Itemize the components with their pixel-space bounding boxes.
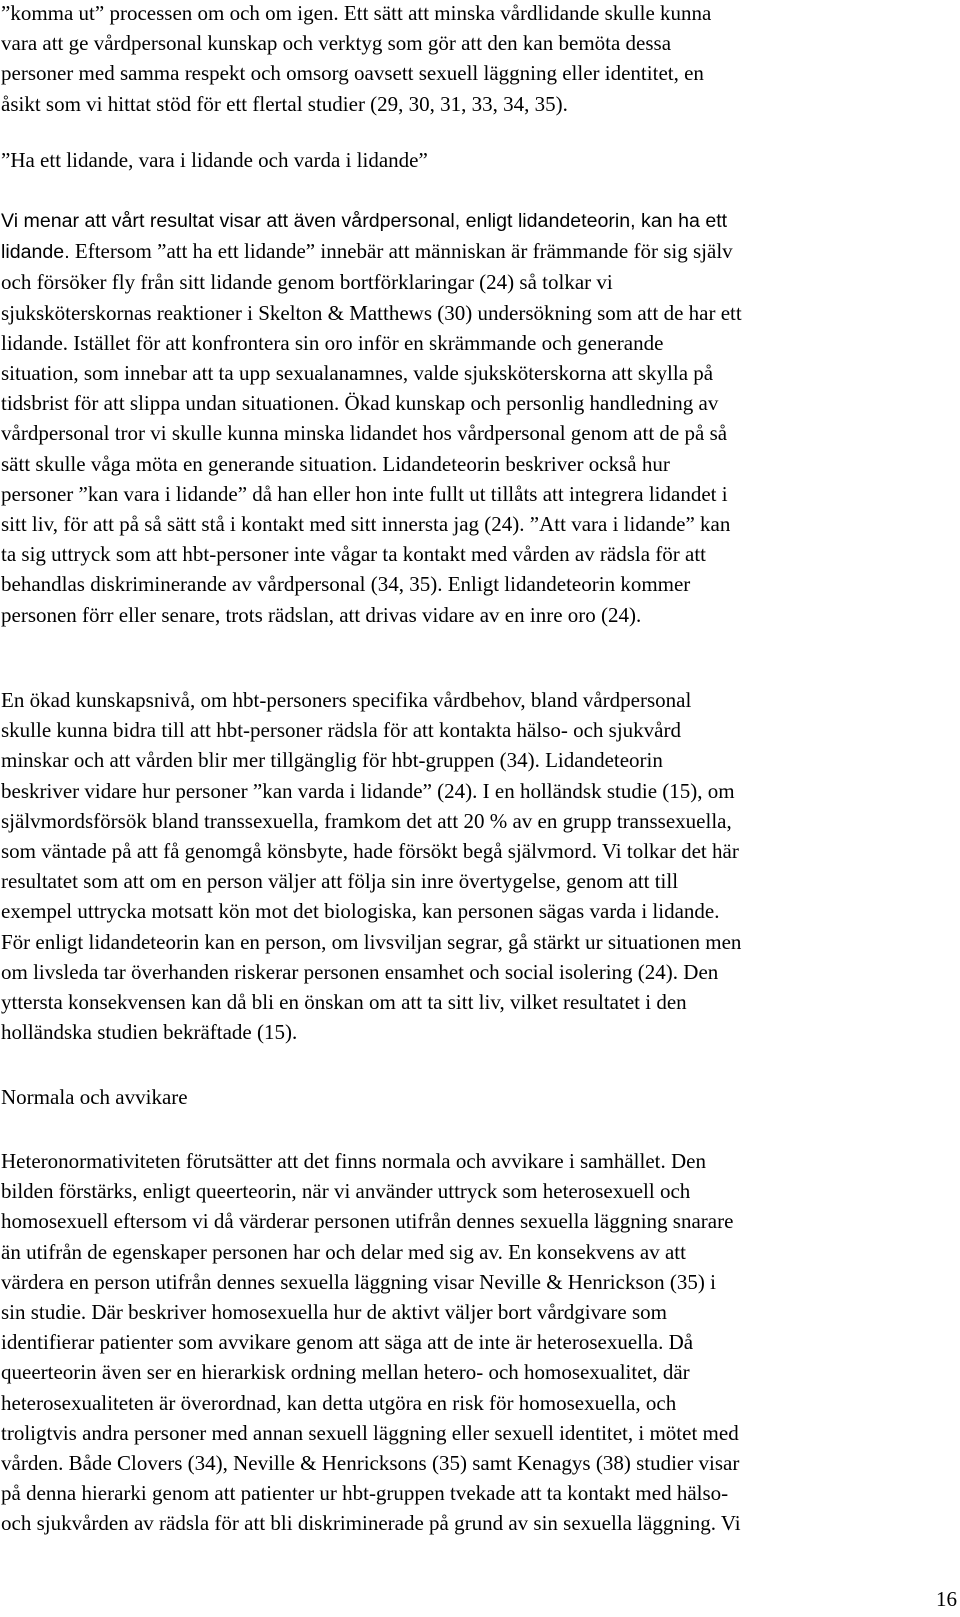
page-number: 16 xyxy=(936,1587,957,1611)
paragraph-heteronormativity: Heteronormativiteten förutsätter att det finns normala och avvikare i samhället. Den bilden förstärks, enligt queerteorin, när vi använder uttryck som heterosexuell och homosexuell eftersom vi då värderar personen utifrån dennes sexuella läggning snarare än utifrån de egenskaper personen har och delar med sig av. En konsekvens av att värdera en person utifrån dennes sexuella läggning visar Neville & Henrickson (35) i sin studie. Där beskriver homosexuella hur de aktivt väljer bort vårdgivare som identifierar patienter som avvikare genom att säga att de inte är heterosexuella. Då queerteorin även ser en hierarkisk ordning mellan hetero- och homosexualitet, där heterosexualiteten är överordnad, kan detta utgöra en risk för homosexuella, och troligtvis andra personer med annan sexuell läggning eller sexuell identitet, i mötet med vården. Både Clovers (34), Neville & Henricksons (35) samt Kenagys (38) studier visar på denna hierarki genom att patienter ur hbt-gruppen tvekade att ta kontakt med hälso- och sjukvården av rädsla för att bli diskriminerade på grund av sin sexuella läggning. Vi xyxy=(1,1149,741,1536)
paragraph-suffering-theory-body: Eftersom ”att ha ett lidande” innebär att människan är främmande för sig själv och försöker fly från sitt lidande genom bortförklaringar (24) så tolkar vi sjuksköterskornas reaktioner i Skelton & Matthews (30) undersökning som att de har ett lidande. Istället för att konfrontera sin oro inför en skrämmande och generande situation, som innebar att ta upp sexualanamnes, valde sjuksköterskorna att skylla på tidsbrist för att slippa undan situationen. Ökad kunskap och personlig handledning av vårdpersonal tror vi skulle kunna minska lidandet hos vårdpersonal genom att de på så sätt skulle våga möta en generande situation. Lidandeteorin beskriver också hur personer ”kan vara i lidande” då han eller hon inte fullt ut tillåts att integrera lidandet i sitt liv, för att på så sätt stå i kontakt med sitt innersta jag (24). ”Att vara i lidande” kan ta sig uttryck som att hbt-personer inte vågar ta kontakt med vården av rädsla för att behandlas diskriminerande av vårdpersonal (34, 35). Enligt lidandeteorin kommer personen förr eller senare, trots rädslan, att drivas vidare av en inre oro (24). xyxy=(1,239,742,627)
section-heading-normal-and-deviant: Normala och avvikare xyxy=(1,1085,188,1109)
section-heading-suffering: ”Ha ett lidande, vara i lidande och varda i lidande” xyxy=(1,148,428,172)
paragraph-suffering-theory-opening: Vi menar att vårt resultat visar att även vårdpersonal, enligt lidandeteorin, kan ha ett lidande. xyxy=(1,210,728,264)
paragraph-knowledge-level: En ökad kunskapsnivå, om hbt-personers specifika vårdbehov, bland vårdpersonal skulle kunna bidra till att hbt-personer rädsla för att kontakta hälso- och sjukvård minskar och att vården blir mer tillgänglig för hbt-gruppen (34). Lidandeteorin beskriver vidare hur personer ”kan varda i lidande” (24). I en holländsk studie (15), om självmordsförsök bland transsexuella, framkom det att 20 % av en grupp transsexuella, som väntade på att få genomgå könsbyte, hade försökt begå självmord. Vi tolkar det här resultatet som att om en person väljer att följa sin inre övertygelse, genom att till exempel uttrycka motsatt kön mot det biologiska, kan personen sägas varda i lidande. För enligt lidandeteorin kan en person, om livsviljan segrar, gå stärkt ur situationen men om livsleda tar överhanden riskerar personen ensamhet och social isolering (24). Den yttersta konsekvensen kan då bli en önskan om att ta sitt liv, vilket resultatet i den holländska studien bekräftade (15). xyxy=(1,688,742,1045)
paragraph-suffering-theory xyxy=(1,205,956,630)
paragraph-continuation: ”komma ut” processen om och om igen. Ett sätt att minska vårdlidande skulle kunna vara att ge vårdpersonal kunskap och verktyg som gör att den kan bemöta dessa personer med samma respekt och omsorg oavsett sexuell läggning eller identitet, en åsikt som vi hittat stöd för ett flertal studier (29, 30, 31, 33, 34, 35). xyxy=(1,1,712,116)
